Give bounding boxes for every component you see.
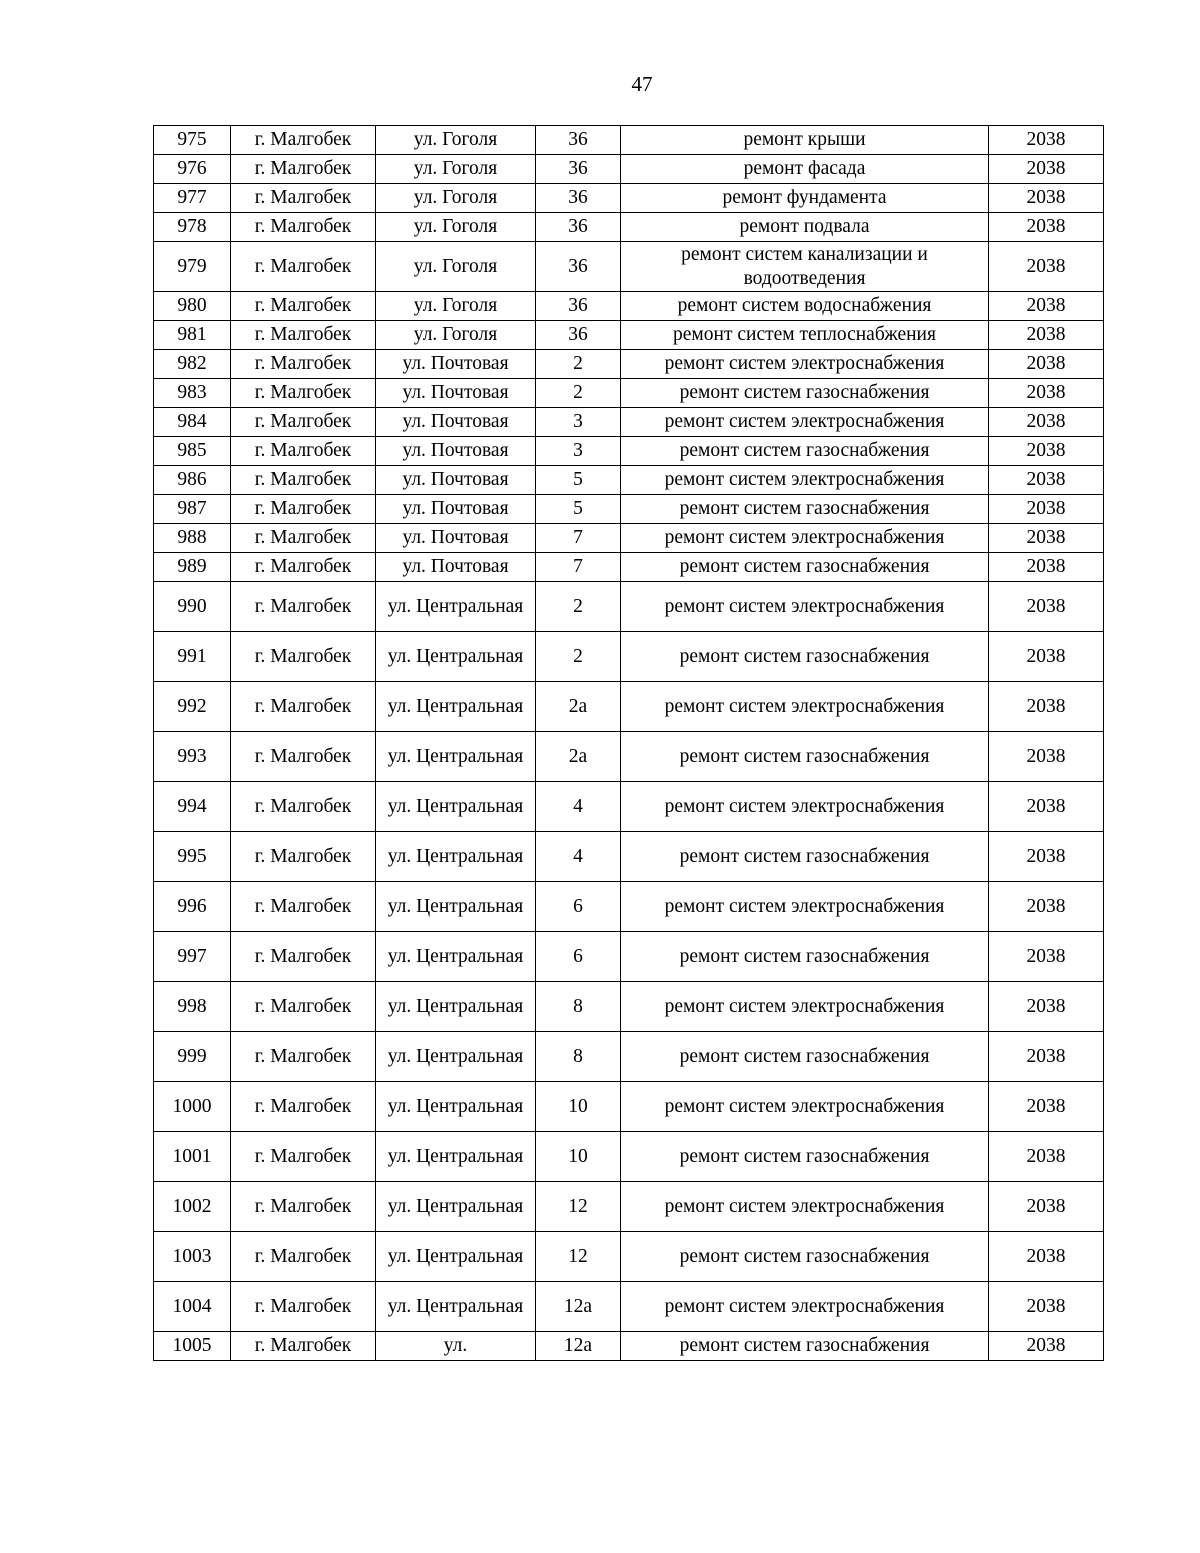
year-cell: 2038: [989, 495, 1104, 524]
table-row: [154, 292, 1104, 321]
table-row: [154, 1182, 1104, 1232]
city-cell: г. Малгобек: [231, 1182, 376, 1232]
street-cell: ул. Гоголя: [376, 321, 536, 350]
year-cell: 2038: [989, 1032, 1104, 1082]
work-type-cell: ремонт систем газоснабжения: [621, 437, 989, 466]
table-row: [154, 982, 1104, 1032]
street-cell: ул. Гоголя: [376, 155, 536, 184]
row-number-cell: 1004: [154, 1282, 231, 1332]
row-number-cell: 987: [154, 495, 231, 524]
house-number-cell: 6: [536, 882, 621, 932]
row-number-cell: 994: [154, 782, 231, 832]
year-cell: 2038: [989, 1332, 1104, 1361]
year-cell: 2038: [989, 632, 1104, 682]
row-number-cell: 1003: [154, 1232, 231, 1282]
year-cell: 2038: [989, 242, 1104, 292]
house-number-cell: 36: [536, 184, 621, 213]
table-row: [154, 379, 1104, 408]
city-cell: г. Малгобек: [231, 1082, 376, 1132]
row-number-cell: 997: [154, 932, 231, 982]
row-number-cell: 996: [154, 882, 231, 932]
street-cell: ул. Центральная: [376, 582, 536, 632]
city-cell: г. Малгобек: [231, 832, 376, 882]
street-cell: ул. Почтовая: [376, 437, 536, 466]
year-cell: 2038: [989, 832, 1104, 882]
work-type-cell: ремонт систем канализации и водоотведения: [621, 242, 989, 292]
house-number-cell: 2: [536, 350, 621, 379]
house-number-cell: 36: [536, 292, 621, 321]
table-row: [154, 1332, 1104, 1361]
table-row: [154, 1032, 1104, 1082]
row-number-cell: 983: [154, 379, 231, 408]
work-type-cell: ремонт систем газоснабжения: [621, 379, 989, 408]
city-cell: г. Малгобек: [231, 213, 376, 242]
work-type-cell: ремонт систем электроснабжения: [621, 882, 989, 932]
work-type-cell: ремонт систем газоснабжения: [621, 495, 989, 524]
row-number-cell: 992: [154, 682, 231, 732]
year-cell: 2038: [989, 350, 1104, 379]
street-cell: ул.: [376, 1332, 536, 1361]
street-cell: ул. Гоголя: [376, 242, 536, 292]
house-number-cell: 5: [536, 495, 621, 524]
table-row: [154, 932, 1104, 982]
year-cell: 2038: [989, 213, 1104, 242]
street-cell: ул. Гоголя: [376, 213, 536, 242]
year-cell: 2038: [989, 379, 1104, 408]
row-number-cell: 982: [154, 350, 231, 379]
house-number-cell: 2а: [536, 682, 621, 732]
work-type-cell: ремонт фасада: [621, 155, 989, 184]
street-cell: ул. Гоголя: [376, 292, 536, 321]
city-cell: г. Малгобек: [231, 466, 376, 495]
year-cell: 2038: [989, 1232, 1104, 1282]
year-cell: 2038: [989, 782, 1104, 832]
house-number-cell: 2: [536, 582, 621, 632]
table-row: [154, 1132, 1104, 1182]
year-cell: 2038: [989, 524, 1104, 553]
table-row: [154, 632, 1104, 682]
table-row: [154, 582, 1104, 632]
house-number-cell: 4: [536, 782, 621, 832]
row-number-cell: 1005: [154, 1332, 231, 1361]
house-number-cell: 8: [536, 1032, 621, 1082]
street-cell: ул. Почтовая: [376, 350, 536, 379]
table-row: [154, 126, 1104, 155]
row-number-cell: 990: [154, 582, 231, 632]
table-row: [154, 437, 1104, 466]
year-cell: 2038: [989, 882, 1104, 932]
row-number-cell: 991: [154, 632, 231, 682]
row-number-cell: 979: [154, 242, 231, 292]
year-cell: 2038: [989, 1082, 1104, 1132]
house-number-cell: 3: [536, 408, 621, 437]
city-cell: г. Малгобек: [231, 524, 376, 553]
work-type-cell: ремонт систем электроснабжения: [621, 408, 989, 437]
work-type-cell: ремонт систем электроснабжения: [621, 524, 989, 553]
repair-schedule-table: [153, 125, 1104, 1361]
city-cell: г. Малгобек: [231, 350, 376, 379]
street-cell: ул. Почтовая: [376, 408, 536, 437]
row-number-cell: 984: [154, 408, 231, 437]
street-cell: ул. Центральная: [376, 882, 536, 932]
street-cell: ул. Центральная: [376, 1032, 536, 1082]
street-cell: ул. Центральная: [376, 732, 536, 782]
street-cell: ул. Центральная: [376, 1282, 536, 1332]
house-number-cell: 5: [536, 466, 621, 495]
house-number-cell: 2а: [536, 732, 621, 782]
table-row: [154, 495, 1104, 524]
work-type-cell: ремонт систем газоснабжения: [621, 1232, 989, 1282]
row-number-cell: 1000: [154, 1082, 231, 1132]
street-cell: ул. Почтовая: [376, 466, 536, 495]
city-cell: г. Малгобек: [231, 682, 376, 732]
work-type-cell: ремонт подвала: [621, 213, 989, 242]
year-cell: 2038: [989, 437, 1104, 466]
year-cell: 2038: [989, 732, 1104, 782]
work-type-cell: ремонт систем водоснабжения: [621, 292, 989, 321]
house-number-cell: 7: [536, 524, 621, 553]
table-row: [154, 882, 1104, 932]
work-type-cell: ремонт систем электроснабжения: [621, 682, 989, 732]
street-cell: ул. Центральная: [376, 932, 536, 982]
table-row: [154, 350, 1104, 379]
table-row: [154, 1082, 1104, 1132]
city-cell: г. Малгобек: [231, 126, 376, 155]
table-row: [154, 832, 1104, 882]
city-cell: г. Малгобек: [231, 632, 376, 682]
table-row: [154, 1232, 1104, 1282]
house-number-cell: 10: [536, 1132, 621, 1182]
page-number: 47: [631, 72, 653, 96]
street-cell: ул. Почтовая: [376, 553, 536, 582]
work-type-cell: ремонт систем электроснабжения: [621, 1282, 989, 1332]
table-row: [154, 524, 1104, 553]
work-type-cell: ремонт систем электроснабжения: [621, 782, 989, 832]
work-type-cell: ремонт систем газоснабжения: [621, 1032, 989, 1082]
house-number-cell: 36: [536, 126, 621, 155]
work-type-cell: ремонт фундамента: [621, 184, 989, 213]
street-cell: ул. Центральная: [376, 1132, 536, 1182]
year-cell: 2038: [989, 553, 1104, 582]
table-row: [154, 732, 1104, 782]
year-cell: 2038: [989, 582, 1104, 632]
row-number-cell: 999: [154, 1032, 231, 1082]
row-number-cell: 980: [154, 292, 231, 321]
year-cell: 2038: [989, 321, 1104, 350]
street-cell: ул. Центральная: [376, 1182, 536, 1232]
city-cell: г. Малгобек: [231, 184, 376, 213]
work-type-cell: ремонт систем электроснабжения: [621, 350, 989, 379]
work-type-cell: ремонт систем газоснабжения: [621, 832, 989, 882]
year-cell: 2038: [989, 932, 1104, 982]
row-number-cell: 995: [154, 832, 231, 882]
year-cell: 2038: [989, 466, 1104, 495]
city-cell: г. Малгобек: [231, 495, 376, 524]
row-number-cell: 981: [154, 321, 231, 350]
street-cell: ул. Центральная: [376, 982, 536, 1032]
city-cell: г. Малгобек: [231, 379, 376, 408]
work-type-cell: ремонт систем электроснабжения: [621, 982, 989, 1032]
row-number-cell: 998: [154, 982, 231, 1032]
city-cell: г. Малгобек: [231, 553, 376, 582]
table-row: [154, 184, 1104, 213]
city-cell: г. Малгобек: [231, 1132, 376, 1182]
city-cell: г. Малгобек: [231, 732, 376, 782]
row-number-cell: 989: [154, 553, 231, 582]
work-type-cell: ремонт систем газоснабжения: [621, 632, 989, 682]
table-row: [154, 466, 1104, 495]
house-number-cell: 12: [536, 1182, 621, 1232]
row-number-cell: 976: [154, 155, 231, 184]
city-cell: г. Малгобек: [231, 408, 376, 437]
city-cell: г. Малгобек: [231, 982, 376, 1032]
row-number-cell: 1002: [154, 1182, 231, 1232]
street-cell: ул. Центральная: [376, 1232, 536, 1282]
city-cell: г. Малгобек: [231, 242, 376, 292]
city-cell: г. Малгобек: [231, 932, 376, 982]
house-number-cell: 36: [536, 155, 621, 184]
street-cell: ул. Центральная: [376, 632, 536, 682]
row-number-cell: 975: [154, 126, 231, 155]
table-body: [154, 126, 1104, 1361]
street-cell: ул. Гоголя: [376, 126, 536, 155]
work-type-cell: ремонт систем теплоснабжения: [621, 321, 989, 350]
street-cell: ул. Почтовая: [376, 524, 536, 553]
work-type-cell: ремонт систем газоснабжения: [621, 732, 989, 782]
city-cell: г. Малгобек: [231, 437, 376, 466]
row-number-cell: 985: [154, 437, 231, 466]
work-type-cell: ремонт систем электроснабжения: [621, 1182, 989, 1232]
work-type-cell: ремонт систем электроснабжения: [621, 582, 989, 632]
row-number-cell: 993: [154, 732, 231, 782]
city-cell: г. Малгобек: [231, 292, 376, 321]
table-row: [154, 553, 1104, 582]
house-number-cell: 12: [536, 1232, 621, 1282]
table-row: [154, 242, 1104, 292]
house-number-cell: 6: [536, 932, 621, 982]
year-cell: 2038: [989, 1132, 1104, 1182]
work-type-cell: ремонт систем газоснабжения: [621, 1332, 989, 1361]
city-cell: г. Малгобек: [231, 882, 376, 932]
work-type-cell: ремонт крыши: [621, 126, 989, 155]
street-cell: ул. Центральная: [376, 1082, 536, 1132]
city-cell: г. Малгобек: [231, 1332, 376, 1361]
house-number-cell: 7: [536, 553, 621, 582]
street-cell: ул. Почтовая: [376, 495, 536, 524]
street-cell: ул. Центральная: [376, 682, 536, 732]
city-cell: г. Малгобек: [231, 782, 376, 832]
table-row: [154, 321, 1104, 350]
row-number-cell: 1001: [154, 1132, 231, 1182]
row-number-cell: 978: [154, 213, 231, 242]
house-number-cell: 36: [536, 213, 621, 242]
city-cell: г. Малгобек: [231, 1232, 376, 1282]
street-cell: ул. Центральная: [376, 782, 536, 832]
table-row: [154, 1282, 1104, 1332]
house-number-cell: 4: [536, 832, 621, 882]
house-number-cell: 10: [536, 1082, 621, 1132]
table-row: [154, 682, 1104, 732]
house-number-cell: 36: [536, 242, 621, 292]
row-number-cell: 988: [154, 524, 231, 553]
table-row: [154, 155, 1104, 184]
table-row: [154, 408, 1104, 437]
work-type-cell: ремонт систем электроснабжения: [621, 1082, 989, 1132]
house-number-cell: 12а: [536, 1282, 621, 1332]
city-cell: г. Малгобек: [231, 1032, 376, 1082]
city-cell: г. Малгобек: [231, 1282, 376, 1332]
city-cell: г. Малгобек: [231, 321, 376, 350]
city-cell: г. Малгобек: [231, 155, 376, 184]
house-number-cell: 3: [536, 437, 621, 466]
year-cell: 2038: [989, 155, 1104, 184]
house-number-cell: 12а: [536, 1332, 621, 1361]
city-cell: г. Малгобек: [231, 582, 376, 632]
house-number-cell: 36: [536, 321, 621, 350]
year-cell: 2038: [989, 408, 1104, 437]
work-type-cell: ремонт систем газоснабжения: [621, 1132, 989, 1182]
work-type-cell: ремонт систем газоснабжения: [621, 932, 989, 982]
year-cell: 2038: [989, 1282, 1104, 1332]
house-number-cell: 2: [536, 379, 621, 408]
year-cell: 2038: [989, 184, 1104, 213]
work-type-cell: ремонт систем газоснабжения: [621, 553, 989, 582]
work-type-cell: ремонт систем электроснабжения: [621, 466, 989, 495]
year-cell: 2038: [989, 292, 1104, 321]
house-number-cell: 8: [536, 982, 621, 1032]
row-number-cell: 986: [154, 466, 231, 495]
year-cell: 2038: [989, 982, 1104, 1032]
year-cell: 2038: [989, 682, 1104, 732]
house-number-cell: 2: [536, 632, 621, 682]
row-number-cell: 977: [154, 184, 231, 213]
table-row: [154, 213, 1104, 242]
year-cell: 2038: [989, 126, 1104, 155]
table-row: [154, 782, 1104, 832]
street-cell: ул. Гоголя: [376, 184, 536, 213]
street-cell: ул. Центральная: [376, 832, 536, 882]
street-cell: ул. Почтовая: [376, 379, 536, 408]
year-cell: 2038: [989, 1182, 1104, 1232]
